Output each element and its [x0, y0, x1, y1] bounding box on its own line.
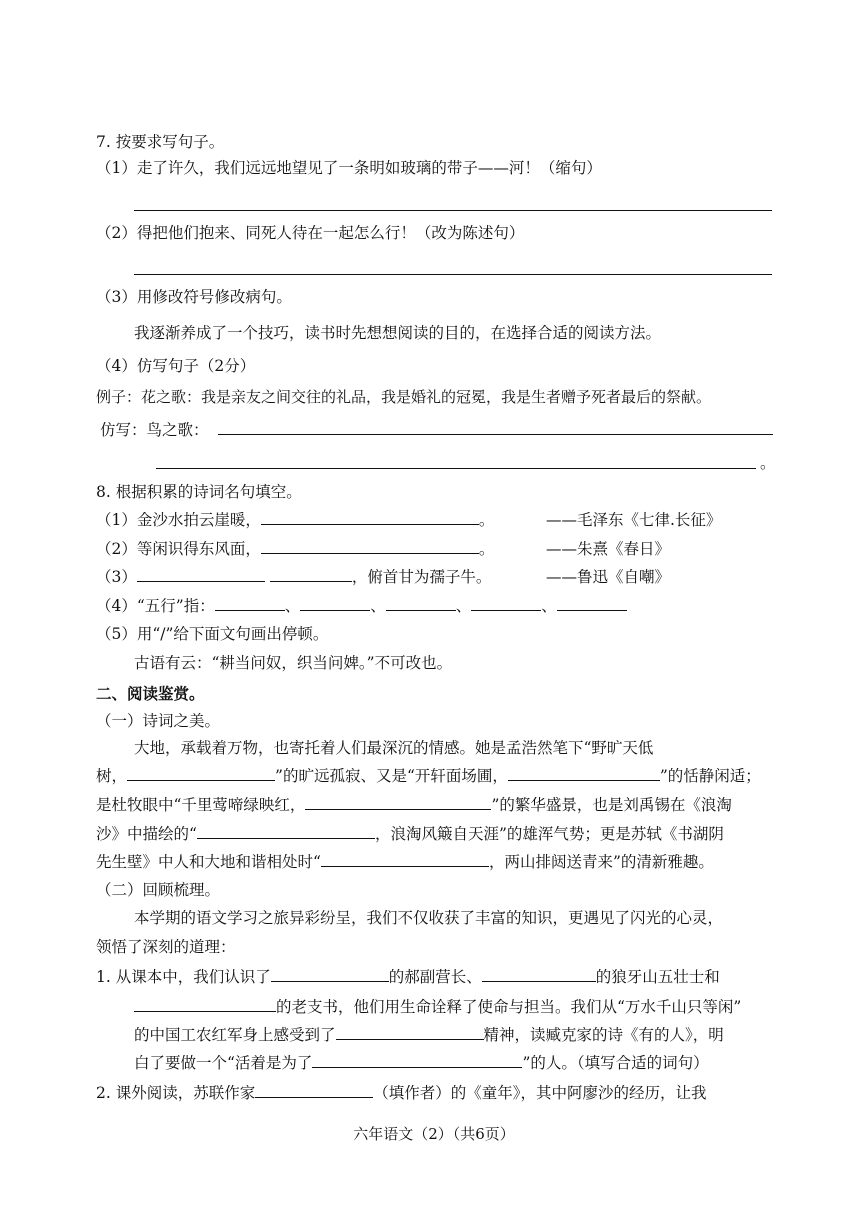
item2-line1: [96, 1082, 706, 1104]
section2-title: 二、阅读鉴赏。: [96, 684, 205, 703]
item2-l1-b: （填作者）的《童年》，其中阿廖沙的经历，让我: [373, 1084, 707, 1102]
para2-line1: 本学期的语文学习之旅异彩纷呈，我们不仅收获了丰富的知识，更遇见了闪光的心灵，: [134, 909, 724, 927]
item1-l4-a: 白了要做一个“活着是为了: [134, 1054, 313, 1072]
q8-p1-end: 。: [478, 511, 495, 529]
blank-poem-2[interactable]: [508, 766, 660, 781]
q7-s4-example: 例子：花之歌：我是亲友之间交往的礼品，我是婚礼的冠冕，我是生者赠予死者最后的祭献。: [96, 388, 712, 406]
q7-s3: （3）用修改符号修改病句。: [96, 288, 292, 306]
item2-l1-a: 2. 课外阅读，苏联作家: [96, 1084, 256, 1102]
para1-line1: 大地，承载着万物，也寄托着人们最深沉的情感。她是孟浩然笔下“野旷天低: [134, 739, 654, 757]
q8-p1: [96, 509, 494, 531]
q7-s3-sentence: 我逐渐养成了一个技巧，读书时先想想阅读的目的，在选择合适的阅读方法。: [134, 324, 662, 342]
answer-line-q7-4b[interactable]: [156, 468, 756, 469]
item1-line3: [134, 1024, 724, 1046]
blank-poem-3[interactable]: [305, 795, 491, 810]
q8-p1-author: ——毛泽东《七律.长征》: [546, 511, 722, 529]
q8-p2-end: 。: [478, 540, 495, 558]
item1-l4-b: ”的人。（填写合适的词句）: [522, 1054, 709, 1072]
section2-part2: （二）回顾梳理。: [96, 881, 221, 899]
page-footer: 六年语文（2）（共6页）: [353, 1125, 515, 1143]
blank-item1-5[interactable]: [312, 1053, 522, 1068]
blank-poem-1[interactable]: [127, 766, 275, 781]
q8-p2-text: （2）等闲识得东风面，: [96, 540, 261, 558]
q8-p4: [96, 595, 627, 617]
item1-l3-a: 的中国工农红军身上感受到了: [134, 1026, 336, 1044]
q8-p5: （5）用“/”给下面文句画出停顿。: [96, 625, 329, 643]
para1-line4: [96, 823, 724, 845]
item1-l2-a: 的老支书，他们用生命诠释了使命与担当。我们从“万水千山只等闲”: [276, 998, 742, 1016]
q8-title: 8. 根据积累的诗词名句填空。: [96, 483, 302, 501]
section2-part1: （一）诗词之美。: [96, 712, 221, 730]
q7-s4-end: 。: [760, 454, 776, 472]
blank-q8-3b[interactable]: [270, 567, 352, 582]
para1-l4-a: 沙》中描绘的“: [96, 825, 197, 843]
para1-line5: [96, 851, 714, 873]
q8-p3-author: ——鲁迅《自嘲》: [546, 568, 671, 586]
blank-q8-4d[interactable]: [471, 596, 541, 611]
para1-l2-a: 树，: [96, 767, 128, 785]
blank-q8-4c[interactable]: [386, 596, 456, 611]
q8-p3: [96, 566, 491, 588]
q7-s1: （1）走了许久，我们远远地望见了一条明如玻璃的带子——河！（缩句）: [96, 159, 602, 177]
item1-l1-a: 1. 从课本中，我们认识了: [96, 968, 271, 986]
blank-q8-2[interactable]: [261, 539, 479, 554]
q8-p4-sep: 、: [284, 597, 301, 615]
q8-p4-sep: 、: [541, 597, 557, 615]
answer-line-q7-4a[interactable]: [218, 434, 773, 435]
blank-q8-1[interactable]: [261, 510, 479, 525]
para1-line3: [96, 794, 732, 816]
q7-s4-prompt: 仿写：鸟之歌：: [100, 421, 209, 439]
para1-l3-a: 是杜牧眼中“千里莺啼绿映红，: [96, 796, 306, 814]
item1-l1-b: 的郝副营长、: [388, 968, 482, 986]
answer-line-q7-1[interactable]: [134, 210, 772, 211]
q7-title: 7. 按要求写句子。: [96, 133, 225, 151]
blank-item1-2[interactable]: [482, 967, 596, 982]
item1-line4: [134, 1052, 709, 1074]
blank-item1-3[interactable]: [134, 997, 276, 1012]
para1-l5-a: 先生壁》中人和大地和谐相处时“: [96, 853, 321, 871]
item1-line1: [96, 966, 720, 988]
blank-q8-3a[interactable]: [137, 567, 265, 582]
item1-l3-b: 精神，读臧克家的诗《有的人》，明: [483, 1026, 724, 1044]
blank-item1-1[interactable]: [271, 967, 389, 982]
q8-p1-text: （1）金沙水拍云崖暖，: [96, 511, 261, 529]
para2-line2: 领悟了深刻的道理：: [96, 938, 236, 956]
q8-p3-text: ，俯首甘为孺子牛。: [351, 568, 492, 586]
blank-poem-4[interactable]: [197, 824, 375, 839]
q8-p5-sentence: 古语有云：“耕当问奴，织当问婢。”不可改也。: [134, 654, 453, 672]
blank-q8-4e[interactable]: [557, 596, 627, 611]
q7-s4: （4）仿写句子（2分）: [96, 357, 256, 375]
answer-line-q7-2[interactable]: [134, 274, 772, 275]
blank-item2-1[interactable]: [255, 1083, 373, 1098]
blank-item1-4[interactable]: [336, 1025, 484, 1040]
blank-q8-4b[interactable]: [300, 596, 370, 611]
para1-l2-b: ”的旷远孤寂、又是“开轩面场圃，: [275, 767, 508, 785]
para1-line2: [96, 765, 761, 787]
q8-p3-label: （3）: [96, 568, 137, 586]
q8-p4-sep: 、: [370, 597, 386, 615]
para1-l4-b: ，浪淘风簸自天涯”的雄浑气势；更是苏轼《书湖阴: [374, 825, 724, 843]
para1-l2-c: ”的恬静闲适；: [659, 767, 761, 785]
q8-p4-sep: 、: [455, 597, 472, 615]
q7-s2: （2）得把他们抱来、同死人待在一起怎么行！（改为陈述句）: [96, 224, 525, 242]
q8-p2: [96, 538, 494, 560]
blank-poem-5[interactable]: [321, 852, 489, 867]
para1-l5-b: ，两山排闼送青来”的清新雅趣。: [488, 853, 714, 871]
blank-q8-4a[interactable]: [215, 596, 285, 611]
para1-l3-b: ”的繁华盛景，也是刘禹锡在《浪淘: [491, 796, 732, 814]
item1-line2: [134, 996, 741, 1018]
q8-p2-author: ——朱熹《春日》: [546, 540, 671, 558]
q8-p4-label: （4）“五行”指：: [96, 597, 215, 615]
item1-l1-c: 的狼牙山五壮士和: [595, 968, 720, 986]
